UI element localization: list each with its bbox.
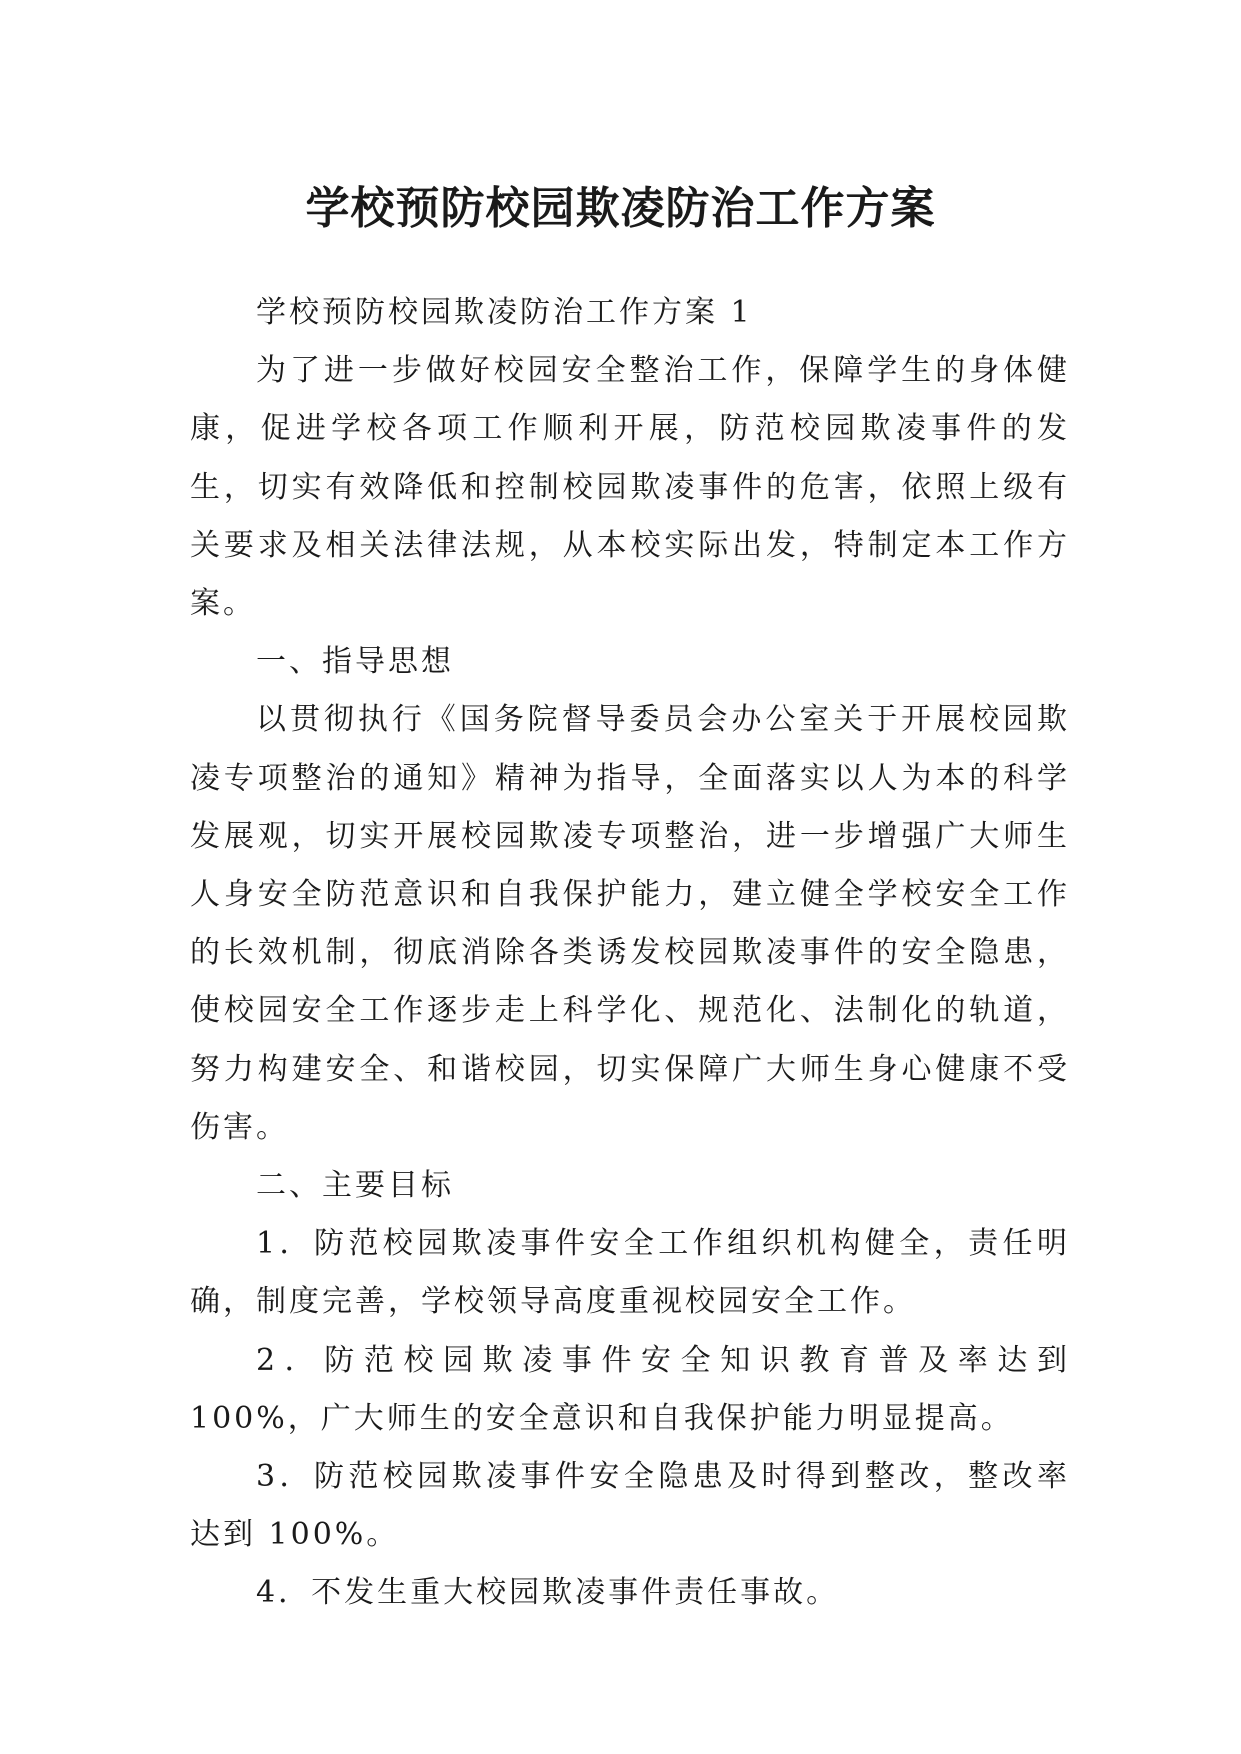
goal-item-4: 4．不发生重大校园欺凌事件责任事故。 <box>256 1575 840 1611</box>
section-heading-plan-1: 学校预防校园欺凌防治工作方案 1 <box>256 295 753 330</box>
goal-item-3: 3．防范校园欺凌事件安全隐患及时得到整改，整改率达到 100%。 <box>190 1459 1070 1553</box>
goal-item-1: 1．防范校园欺凌事件安全工作组织机构健全，责任明确，制度完善，学校领导高度重视校园安全工作。 <box>190 1226 1070 1320</box>
intro-paragraph: 为了进一步做好校园安全整治工作，保障学生的身体健康，促进学校各项工作顺利开展，防范校园欺凌事件的发生，切实有效降低和控制校园欺凌事件的危害，依照上级有关要求及相关法律法规，从本校实际出发，特制定本工作方案。 <box>190 353 1070 622</box>
goal-item-2: 2．防范校园欺凌事件安全知识教育普及率达到 100%，广大师生的安全意识和自我保护能力明显提高。 <box>190 1342 1070 1436</box>
section-heading-guiding-ideology: 一、指导思想 <box>256 644 454 680</box>
document-body <box>190 284 1070 1623</box>
page-title: 学校预防校园欺凌防治工作方案 <box>305 183 936 235</box>
section-heading-main-goals: 二、主要目标 <box>256 1168 454 1204</box>
guiding-ideology-paragraph: 以贯彻执行《国务院督导委员会办公室关于开展校园欺凌专项整治的通知》精神为指导，全面落实以人为本的科学发展观，切实开展校园欺凌专项整治，进一步增强广大师生人身安全防范意识和自我保护能力，建立健全学校安全工作的长效机制，彻底消除各类诱发校园欺凌事件的安全隐患，使校园安全工作逐步走上科学化、规范化、法制化的轨道，努力构建安全、和谐校园，切实保障广大师生身心健康不受伤害。 <box>190 702 1070 1145</box>
